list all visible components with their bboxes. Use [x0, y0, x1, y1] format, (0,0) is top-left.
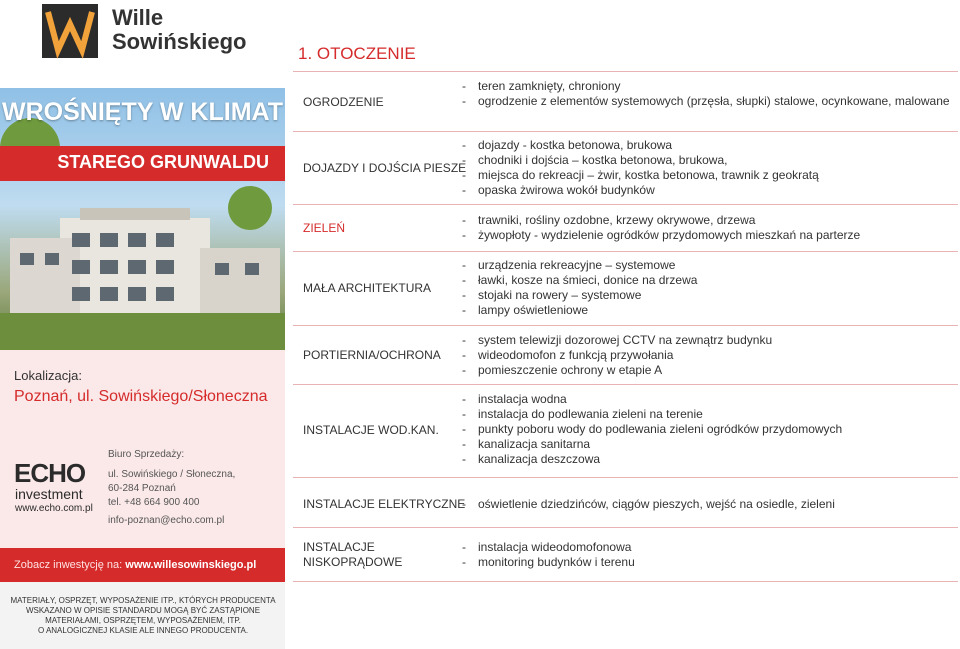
list-item: - dojazdy - kostka betonowa, brukowa: [458, 138, 953, 153]
list-item: - kanalizacja deszczowa: [458, 452, 953, 467]
left-panel: [0, 0, 285, 649]
category-zielen: ZIELEŃ: [303, 221, 346, 235]
list-item: - chodniki i dojścia – kostka betonowa, brukowa,: [458, 153, 953, 168]
company-sub: investment: [15, 486, 83, 502]
location-value: Poznań, ul. Sowińskiego/Słoneczna: [14, 388, 268, 405]
list-item: - ławki, kosze na śmieci, donice na drzewa: [458, 273, 953, 288]
category-ogrodzenie: OGRODZENIE: [303, 95, 384, 109]
category-dojazdy: DOJAZDY I DOJŚCIA PIESZE: [303, 161, 467, 175]
banner-prefix: Zobacz inwestycję na:: [14, 559, 123, 571]
category-elektryczne: INSTALACJE ELEKTRYCZNE: [303, 497, 466, 511]
list-item: - ogrodzenie z elementów systemowych (przęsła, słupki) stalowe, ocynkowane, malowane: [458, 94, 953, 109]
list-item: - instalacja do podlewania zieleni na terenie: [458, 407, 953, 422]
items-ogrodzenie: [458, 79, 953, 109]
list-item: - pomieszczenie ochrony w etapie A: [458, 363, 953, 378]
sales-phone: tel. +48 664 900 400: [108, 497, 200, 508]
row-divider: [293, 71, 958, 72]
list-item: - urządzenia rekreacyjne – systemowe: [458, 258, 953, 273]
logo: [40, 2, 260, 60]
row-divider: [293, 131, 958, 132]
disclaimer-text: [8, 596, 278, 636]
list-item: - miejsca do rekreacji – żwir, kostka betonowa, trawnik z geokratą: [458, 168, 953, 183]
sales-address2: 60-284 Poznań: [108, 483, 176, 494]
sales-email[interactable]: info-poznan@echo.com.pl: [108, 515, 225, 526]
row-divider: [293, 581, 958, 582]
items-wod-kan: [458, 392, 953, 467]
banner-url[interactable]: www.willesowinskiego.pl: [125, 559, 257, 571]
disclaimer-footer: [0, 582, 285, 649]
list-item: - system telewizji dozorowej CCTV na zewnątrz budynku: [458, 333, 953, 348]
items-zielen: [458, 213, 953, 243]
row-divider: [293, 527, 958, 528]
items-niskopradowe: [458, 540, 953, 570]
location-label: Lokalizacja:: [14, 368, 82, 383]
company-name: ECHO: [14, 458, 86, 488]
list-item: - kanalizacja sanitarna: [458, 437, 953, 452]
w-logo-icon: [40, 2, 100, 60]
hero-title: WROŚNIĘTY W KLIMAT: [2, 98, 283, 126]
banner-text: [14, 559, 256, 571]
row-divider: [293, 204, 958, 205]
sales-office: [108, 448, 235, 510]
category-mala-architektura: MAŁA ARCHITEKTURA: [303, 281, 432, 295]
disclaimer-line1: MATERIAŁY, OSPRZĘT, WYPOSAŻENIE ITP., KTÓRYCH PRODUCENTA: [10, 596, 276, 605]
list-item: - monitoring budynków i terenu: [458, 555, 953, 570]
company-url[interactable]: www.echo.com.pl: [15, 503, 93, 514]
info-box: [0, 350, 285, 548]
logo-line2: Sowińskiego: [112, 29, 247, 54]
list-item: - lampy oświetleniowe: [458, 303, 953, 318]
disclaimer-line4: O ANALOGICZNEJ KLASIE ALE INNEGO PRODUCENTA.: [37, 626, 249, 635]
list-item: - oświetlenie dziedzińców, ciągów pieszych, wejść na osiedle, zieleni: [458, 497, 953, 512]
category-niskopradowe: INSTALACJE NISKOPRĄDOWE: [303, 540, 403, 569]
category-portiernia: PORTIERNIA/OCHRONA: [303, 348, 441, 362]
list-item: - wideodomofon z funkcją przywołania: [458, 348, 953, 363]
row-divider: [293, 384, 958, 385]
logo-text: [112, 6, 246, 54]
list-item: - opaska żwirowa wokół budynków: [458, 183, 953, 198]
section-title: 1. OTOCZENIE: [298, 44, 416, 63]
row-divider: [293, 325, 958, 326]
list-item: - instalacja wideodomofonowa: [458, 540, 953, 555]
disclaimer-line2: WSKAZANO W OPISIE STANDARDU MOGĄ BYĆ ZASTĄPIONE: [25, 606, 261, 615]
sales-address1: ul. Sowińskiego / Słoneczna,: [108, 469, 236, 480]
list-item: - punkty poboru wody do podlewania zieleni ogródków przydomowych: [458, 422, 953, 437]
row-divider: [293, 477, 958, 478]
logo-line1: Wille: [112, 5, 164, 30]
list-item: - stojaki na rowery – systemowe: [458, 288, 953, 303]
list-item: - teren zamknięty, chroniony: [458, 79, 953, 94]
hero-ribbon: [0, 146, 285, 181]
sales-heading: Biuro Sprzedaży:: [108, 449, 185, 460]
buildings-illustration: [0, 88, 285, 350]
items-portiernia: [458, 333, 953, 378]
disclaimer-line3: MATERIAŁAMI, OSPRZĘTEM, WYPOSAŻENIEM, ITP.: [45, 616, 241, 625]
category-wod-kan: INSTALACJE WOD.KAN.: [303, 423, 439, 437]
items-mala-architektura: [458, 258, 953, 318]
row-divider: [293, 251, 958, 252]
items-elektryczne: [458, 497, 953, 512]
items-dojazdy: [458, 138, 953, 198]
hero-subtitle: STAREGO GRUNWALDU: [57, 152, 269, 172]
list-item: - trawniki, rośliny ozdobne, krzewy okrywowe, drzewa: [458, 213, 953, 228]
list-item: - instalacja wodna: [458, 392, 953, 407]
hero-photo: [0, 88, 285, 350]
website-banner: [0, 548, 285, 582]
list-item: - żywopłoty - wydzielenie ogródków przydomowych mieszkań na parterze: [458, 228, 953, 243]
